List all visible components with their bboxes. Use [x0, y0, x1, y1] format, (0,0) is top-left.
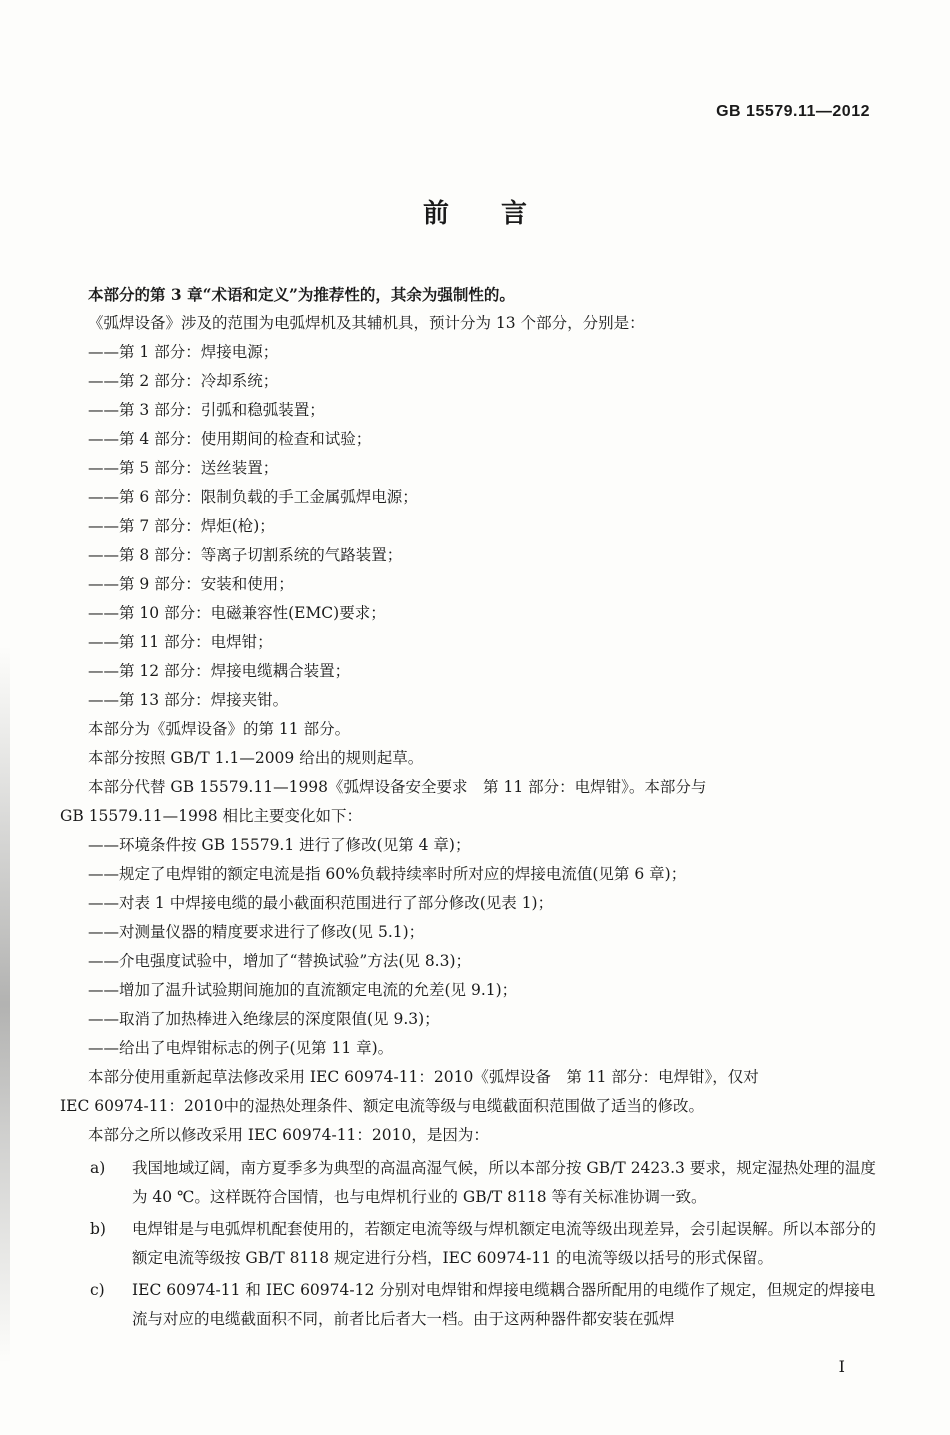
paragraph-iec-adoption-line2: IEC 60974-11：2010中的湿热处理条件、额定电流等级与电缆截面积范围做了适当的修改。: [60, 1097, 704, 1115]
list-item: ——第 2 部分：冷却系统；: [88, 372, 279, 390]
paragraph-replacement-line2: GB 15579.11—1998 相比主要变化如下：: [60, 807, 363, 825]
item-text: 电焊钳是与电弧焊机配套使用的，若额定电流等级与焊机额定电流等级出现差异，会引起误解。所以本部分的额定电流等级按 GB/T 8118 规定进行分档，IEC 60974-11 的电流等级以括号的形式保留。: [132, 1220, 877, 1267]
list-item: ——第 13 部分：焊接夹钳。: [88, 691, 289, 709]
paragraph-scope: 《弧焊设备》涉及的范围为电弧焊机及其辅机具，预计分为 13 个部分，分别是：: [88, 314, 645, 332]
list-item: ——对表 1 中焊接电缆的最小截面积范围进行了部分修改(见表 1)；: [88, 894, 554, 912]
paragraph-drafting-rules: 本部分按照 GB/T 1.1—2009 给出的规则起草。: [88, 749, 424, 767]
list-item: ——环境条件按 GB 15579.1 进行了修改(见第 4 章)；: [88, 836, 471, 854]
item-marker: a): [90, 1159, 106, 1177]
list-item: ——第 3 部分：引弧和稳弧装置；: [88, 401, 325, 419]
list-item: ——介电强度试验中，增加了“替换试验”方法(见 8.3)；: [88, 952, 472, 970]
list-item: ——第 6 部分：限制负载的手工金属弧焊电源；: [88, 488, 418, 506]
list-item: ——取消了加热棒进入绝缘层的深度限值(见 9.3)；: [88, 1010, 440, 1028]
list-item: ——第 7 部分：焊炬(枪)；: [88, 517, 275, 535]
list-item: ——对测量仪器的精度要求进行了修改(见 5.1)；: [88, 923, 425, 941]
list-item: ——规定了电焊钳的额定电流是指 60%负载持续率时所对应的焊接电流值(见第 6 章)；: [88, 865, 687, 883]
list-item: ——第 1 部分：焊接电源；: [88, 343, 279, 361]
paragraph-part-number: 本部分为《弧焊设备》的第 11 部分。: [88, 720, 351, 738]
list-item: ——第 8 部分：等离子切割系统的气路装置；: [88, 546, 403, 564]
paragraph-iec-adoption-line1: 本部分使用重新起草法修改采用 IEC 60974-11：2010《弧焊设备 第 11 部分：电焊钳》，仅对: [88, 1068, 759, 1086]
reasons-list: [88, 1154, 878, 1334]
paragraph-reasons-intro: 本部分之所以修改采用 IEC 60974-11：2010，是因为：: [88, 1126, 489, 1144]
item-text: IEC 60974-11 和 IEC 60974-12 分别对电焊钳和焊接电缆耦合器所配用的电缆作了规定，但规定的焊接电流与对应的电缆截面积不同，前者比后者大一档。由于这两种器件都安装在弧焊: [132, 1281, 876, 1328]
list-item: ——给出了电焊钳标志的例子(见第 11 章)。: [88, 1039, 394, 1057]
list-item: [88, 1276, 878, 1334]
changes-list: [88, 831, 878, 1063]
paragraph-normative-note: 本部分的第 3 章“术语和定义”为推荐性的，其余为强制性的。: [88, 285, 515, 304]
list-item: ——第 5 部分：送丝装置；: [88, 459, 279, 477]
parts-list: [88, 338, 878, 715]
list-item: ——增加了温升试验期间施加的直流额定电流的允差(见 9.1)；: [88, 981, 518, 999]
paragraph-replacement-line1: 本部分代替 GB 15579.11—1998《弧焊设备安全要求 第 11 部分：电焊钳》。本部分与: [88, 778, 707, 796]
page-number: I: [838, 1357, 845, 1376]
item-marker: b): [90, 1220, 106, 1238]
list-item: ——第 4 部分：使用期间的检查和试验；: [88, 430, 372, 448]
list-item: ——第 10 部分：电磁兼容性(EMC)要求；: [88, 604, 386, 622]
list-item: ——第 11 部分：电焊钳；: [88, 633, 273, 651]
document-body: [60, 280, 878, 1337]
item-text: 我国地域辽阔，南方夏季多为典型的高温高湿气候，所以本部分按 GB/T 2423.3 要求，规定湿热处理的温度为 40 ℃。这样既符合国情，也与电焊机行业的 GB/T 8118 等有关标准协调一致。: [132, 1159, 876, 1206]
list-item: [88, 1215, 878, 1273]
page-title: 前言: [422, 199, 579, 229]
document-number: GB 15579.11—2012: [716, 103, 870, 120]
list-item: ——第 12 部分：焊接电缆耦合装置；: [88, 662, 351, 680]
list-item: [88, 1154, 878, 1212]
list-item: ——第 9 部分：安装和使用；: [88, 575, 294, 593]
item-marker: c): [90, 1281, 105, 1299]
